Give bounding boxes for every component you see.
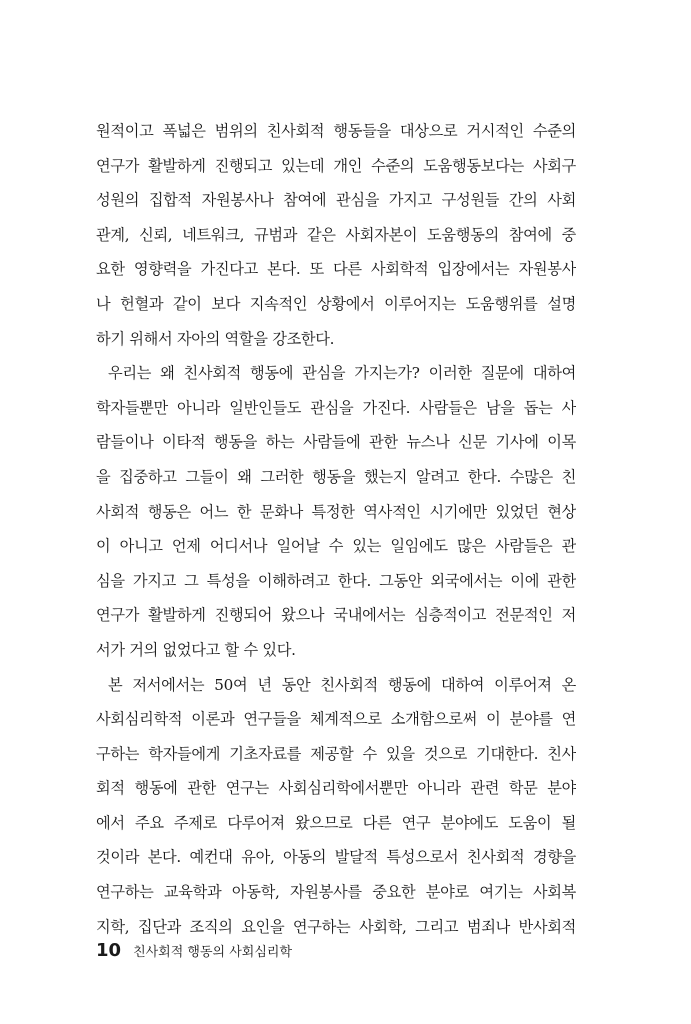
text-line: 지학, 집단과 조직의 요인을 연구하는 사회학, 그리고 범죄나 반사회적 [96, 917, 576, 936]
text-line: 성원의 집합적 자원봉사나 참여에 관심을 가지고 구성원들 간의 사회 [96, 191, 576, 210]
text-line: 하기 위해서 자아의 역할을 강조한다. [96, 329, 335, 348]
text-line: 요한 영향력을 가진다고 본다. 또 다른 사회학적 입장에서는 자원봉사 [96, 260, 576, 279]
text-line: 에서 주요 주제로 다루어져 왔으므로 다른 연구 분야에도 도움이 될 [96, 813, 576, 832]
text-line: 서가 거의 없었다고 할 수 있다. [96, 640, 296, 659]
text-line: 나 헌혈과 같이 보다 지속적인 상황에서 이루어지는 도움행위를 설명 [96, 294, 576, 313]
text-line: 학자들뿐만 아니라 일반인들도 관심을 가진다. 사람들은 남을 돕는 사 [96, 398, 576, 417]
text-line: 회적 행동에 관한 연구는 사회심리학에서뿐만 아니라 관련 학문 분야 [96, 779, 576, 798]
text-line: 사회심리학적 이론과 연구들을 체계적으로 소개함으로써 이 분야를 연 [96, 710, 576, 729]
text-line: 우리는 왜 친사회적 행동에 관심을 가지는가? 이러한 질문에 대하여 [108, 364, 576, 383]
text-line: 이 아니고 언제 어디서나 일어날 수 있는 일임에도 많은 사람들은 관 [96, 537, 576, 556]
text-line: 을 집중하고 그들이 왜 그러한 행동을 했는지 알려고 한다. 수많은 친 [96, 467, 576, 486]
text-line: 것이라 본다. 예컨대 유아, 아동의 발달적 특성으로서 친사회적 경향을 [96, 848, 576, 867]
text-line: 심을 가지고 그 특성을 이해하려고 한다. 그동안 외국에서는 이에 관한 [96, 571, 576, 590]
text-line: 람들이나 이타적 행동을 하는 사람들에 관한 뉴스나 신문 기사에 이목 [96, 433, 576, 452]
running-title: 친사회적 행동의 사회심리학 [133, 945, 293, 960]
text-line: 관계, 신뢰, 네트워크, 규범과 같은 사회자본이 도움행동의 참여에 중 [96, 225, 576, 244]
text-line: 연구하는 교육학과 아동학, 자원봉사를 중요한 분야로 여기는 사회복 [96, 883, 576, 902]
body-text [96, 114, 576, 944]
page-number: 10 [96, 940, 122, 961]
text-line: 본 저서에서는 50여 년 동안 친사회적 행동에 대하여 이루어져 온 [108, 675, 576, 694]
page-footer [96, 940, 292, 961]
text-line: 원적이고 폭넓은 범위의 친사회적 행동들을 대상으로 거시적인 수준의 [96, 122, 576, 140]
text-line: 연구가 활발하게 진행되고 있는데 개인 수준의 도움행동보다는 사회구 [96, 156, 576, 175]
text-line: 구하는 학자들에게 기초자료를 제공할 수 있을 것으로 기대한다. 친사 [96, 744, 576, 763]
text-line: 사회적 행동은 어느 한 문화나 특정한 역사적인 시기에만 있었던 현상 [96, 502, 576, 521]
text-line: 연구가 활발하게 진행되어 왔으나 국내에서는 심층적이고 전문적인 저 [96, 606, 576, 625]
